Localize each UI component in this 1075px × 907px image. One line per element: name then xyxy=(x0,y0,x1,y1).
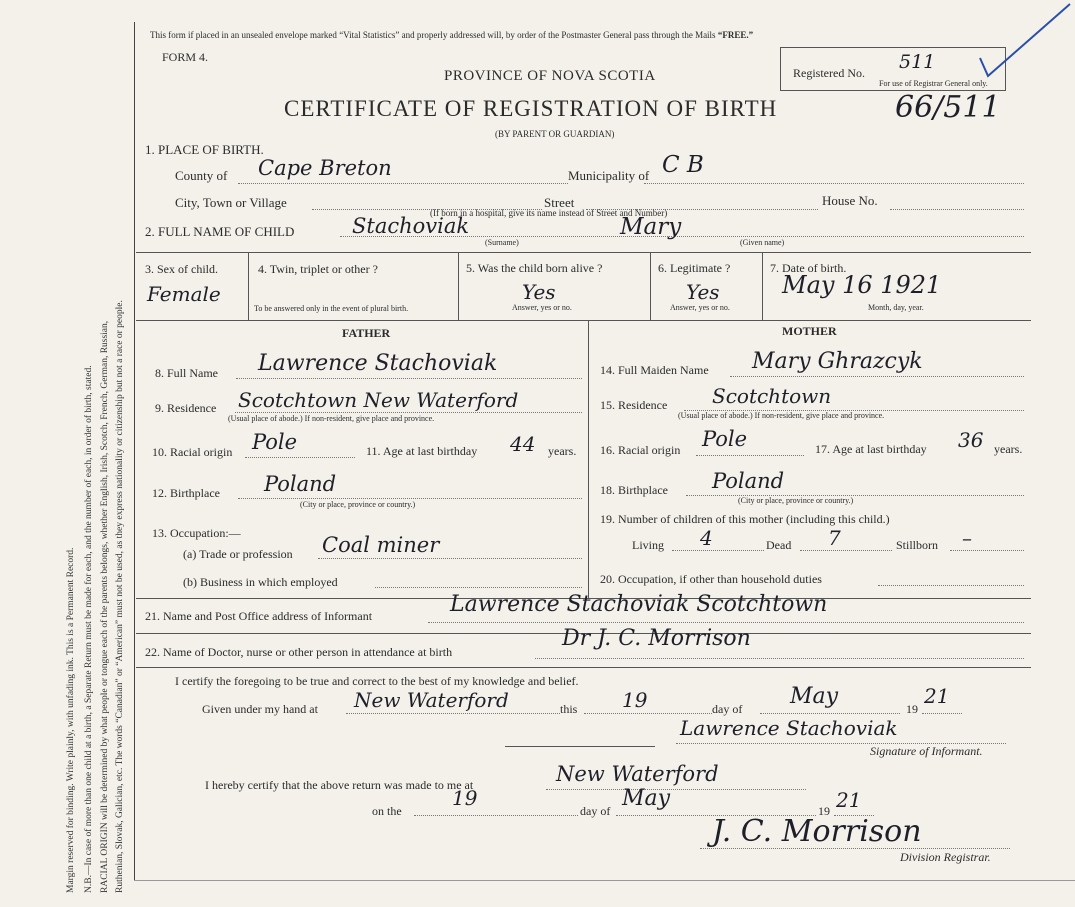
certificate-title: CERTIFICATE OF REGISTRATION OF BIRTH xyxy=(284,96,778,121)
given-year-prefix: 19 xyxy=(906,702,918,716)
form-number: FORM 4. xyxy=(162,50,209,64)
mother-residence-note: (Usual place of abode.) If non-resident, give place and province. xyxy=(678,411,885,420)
registrar-statement: I hereby certify that the above return was made to me at xyxy=(205,778,474,792)
informant-value: Lawrence Stachoviak Scotchtown xyxy=(450,592,828,617)
father-age-unit: years. xyxy=(548,444,577,458)
sex-value: Female xyxy=(147,282,221,306)
mail-note: This form if placed in an unsealed envelope marked “Vital Statistics” and properly addressed will, by order of the Postmaster General pass through the Mails “FREE.” xyxy=(150,30,754,40)
doctor-label: 22. Name of Doctor, nurse or other person in attendance at birth xyxy=(145,645,453,659)
registrar-on-the-label: on the xyxy=(372,804,402,818)
margin-note-1: Margin reserved for binding. Write plainly, with unfading ink. This is a Permanent Record. xyxy=(66,547,76,893)
registrar-caption: Division Registrar. xyxy=(900,850,991,864)
mother-age-label: 17. Age at last birthday xyxy=(815,442,927,456)
registered-number: 511 xyxy=(899,51,936,73)
father-trade-value: Coal miner xyxy=(322,533,440,557)
father-residence-label: 9. Residence xyxy=(155,401,217,415)
child-name-label: 2. FULL NAME OF CHILD xyxy=(145,224,295,239)
mother-birthplace-label: 18. Birthplace xyxy=(600,483,668,497)
form-border-left xyxy=(134,22,135,880)
registrar-month-value: May xyxy=(622,786,671,811)
date-of-birth-value: May 16 1921 xyxy=(782,271,942,299)
father-occupation-label: 13. Occupation:— xyxy=(152,526,241,540)
father-age-label: 11. Age at last birthday xyxy=(366,444,478,458)
child-given-value: Mary xyxy=(620,214,682,240)
registrar-year-suffix: 21 xyxy=(836,788,862,812)
living-label: Living xyxy=(632,538,664,552)
father-name-label: 8. Full Name xyxy=(155,366,218,380)
father-trade-label: (a) Trade or profession xyxy=(183,547,293,561)
father-heading: FATHER xyxy=(342,326,391,340)
legitimate-label: 6. Legitimate ? xyxy=(658,261,731,275)
informant-signature: Lawrence Stachoviak xyxy=(680,716,898,740)
checkmark-icon xyxy=(978,0,1073,82)
sex-label: 3. Sex of child. xyxy=(145,262,218,276)
twin-label: 4. Twin, triplet or other ? xyxy=(258,262,378,276)
municipality-value: C B xyxy=(662,152,704,178)
alive-note: Answer, yes or no. xyxy=(512,303,572,312)
mother-racial-label: 16. Racial origin xyxy=(600,443,681,457)
house-no-label: House No. xyxy=(822,193,878,208)
city-label: City, Town or Village xyxy=(175,195,287,210)
father-birthplace-value: Poland xyxy=(264,472,337,496)
registrar-year-prefix: 19 xyxy=(818,804,830,818)
registrar-day-of-label: day of xyxy=(580,804,611,818)
date-of-birth-label: 7. Date of birth. xyxy=(770,261,847,275)
surname-caption: (Surname) xyxy=(485,238,519,247)
mother-birthplace-value: Poland xyxy=(712,469,785,493)
mother-name-label: 14. Full Maiden Name xyxy=(600,363,709,377)
living-value: 4 xyxy=(700,526,713,550)
informant-signature-caption: Signature of Informant. xyxy=(870,744,983,758)
father-residence-note: (Usual place of abode.) If non-resident, give place and province. xyxy=(228,414,435,423)
child-surname-value: Stachoviak xyxy=(352,214,470,238)
legitimate-value: Yes xyxy=(686,280,720,304)
county-value: Cape Breton xyxy=(258,156,392,180)
mother-heading: MOTHER xyxy=(782,324,837,338)
given-day-value: 19 xyxy=(622,688,648,712)
province-heading: PROVINCE OF NOVA SCOTIA xyxy=(444,68,656,84)
given-this-label: this xyxy=(560,702,578,716)
legitimate-note: Answer, yes or no. xyxy=(670,303,730,312)
father-age-value: 44 xyxy=(510,432,536,456)
margin-note-4: Ruthenian, Slovak, Galician, etc. The words “Canadian” or “American” must not be used, as they express nationality or citizenship but not a race or people. xyxy=(115,300,125,893)
margin-note-2: N.B.—In case of more than one child at a birth, a Separate Return must be made for each, and the number of each, in order of birth, stated. xyxy=(84,365,94,893)
given-place-value: New Waterford xyxy=(354,688,509,712)
mother-residence-value: Scotchtown xyxy=(712,384,832,408)
given-under-hand-label: Given under my hand at xyxy=(202,702,318,716)
alive-label: 5. Was the child born alive ? xyxy=(466,261,603,275)
father-racial-label: 10. Racial origin xyxy=(152,445,233,459)
mother-age-value: 36 xyxy=(958,428,984,452)
handwritten-register-number: 66/511 xyxy=(895,90,1001,125)
father-business-label: (b) Business in which employed xyxy=(183,575,338,589)
street-label: Street xyxy=(544,195,575,210)
mother-children-label: 19. Number of children of this mother (including this child.) xyxy=(600,512,890,526)
registered-label: Registered No. xyxy=(793,66,865,80)
hospital-note: (If born in a hospital, give its name instead of Street and Number) xyxy=(430,208,668,218)
given-year-suffix: 21 xyxy=(924,684,950,708)
mother-name-value: Mary Ghrazcyk xyxy=(752,349,923,374)
dead-label: Dead xyxy=(766,538,792,552)
mother-residence-label: 15. Residence xyxy=(600,398,668,412)
county-label: County of xyxy=(175,168,228,183)
registered-note: For use of Registrar General only. xyxy=(879,79,988,88)
certify-statement: I certify the foregoing to be true and correct to the best of my knowledge and belief. xyxy=(175,674,579,688)
father-racial-value: Pole xyxy=(252,430,298,454)
mother-birthplace-note: (City or place, province or country.) xyxy=(738,496,854,505)
registrar-day-value: 19 xyxy=(452,786,478,810)
mother-age-unit: years. xyxy=(994,442,1023,456)
margin-note-3: RACIAL ORIGIN will be determined by what people or tongue each of the parents belongs, whether English, Irish, Scotch, French, German, Russian, xyxy=(100,320,110,893)
registrar-place-value: New Waterford xyxy=(556,762,719,786)
stillborn-label: Stillborn xyxy=(896,538,939,552)
municipality-label: Municipality of xyxy=(568,168,650,183)
twin-note: To be answered only in the event of plural birth. xyxy=(254,304,409,313)
doctor-value: Dr J. C. Morrison xyxy=(562,626,751,651)
father-birthplace-label: 12. Birthplace xyxy=(152,486,220,500)
registered-box xyxy=(780,47,1006,91)
stillborn-value: – xyxy=(962,526,972,550)
certificate-subtitle: (BY PARENT OR GUARDIAN) xyxy=(495,129,615,139)
registrar-signature: J. C. Morrison xyxy=(712,814,922,849)
father-birthplace-note: (City or place, province or country.) xyxy=(300,500,416,509)
father-name-value: Lawrence Stachoviak xyxy=(258,351,498,376)
given-day-of-label: day of xyxy=(712,702,743,716)
given-caption: (Given name) xyxy=(740,238,785,247)
mother-racial-value: Pole xyxy=(702,427,748,451)
dead-value: 7 xyxy=(828,526,841,550)
date-of-birth-note: Month, day, year. xyxy=(868,303,924,312)
informant-label: 21. Name and Post Office address of Informant xyxy=(145,609,373,623)
father-residence-value: Scotchtown New Waterford xyxy=(238,388,519,412)
alive-value: Yes xyxy=(522,280,556,304)
mother-occupation-label: 20. Occupation, if other than household duties xyxy=(600,572,822,586)
place-of-birth-label: 1. PLACE OF BIRTH. xyxy=(145,142,264,157)
given-month-value: May xyxy=(790,684,839,709)
